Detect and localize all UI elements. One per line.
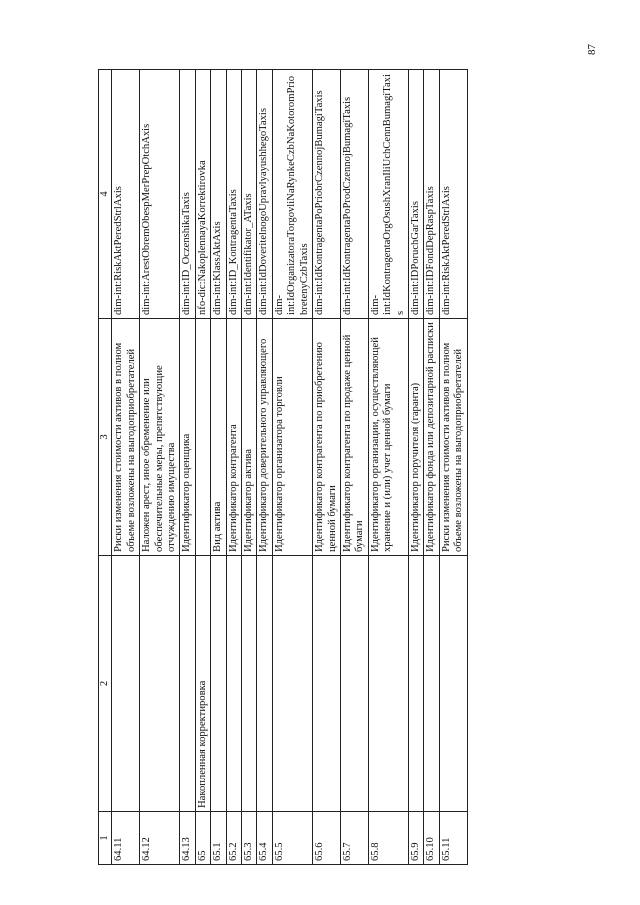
row-number-cell: 65 [195, 812, 210, 865]
table-row [195, 70, 210, 865]
header-row [99, 70, 112, 865]
row-number-cell: 65.5 [272, 812, 312, 865]
table-row [424, 70, 439, 865]
name-cell [226, 556, 241, 812]
name-cell [112, 556, 140, 812]
name-cell [272, 556, 312, 812]
table-row [408, 70, 423, 865]
description-cell: Наложен арест, иное обременение или обеспечительные меры, препятствующие отчуждению имущества [140, 319, 180, 556]
description-cell: Идентификатор организации, осуществляющей хранение и (или) учет ценной бумаги [368, 319, 408, 556]
table-body [112, 70, 467, 865]
code-cell: dim-int:Identifikator_ATaxis [242, 70, 257, 319]
rotated-table-container [98, 70, 468, 865]
description-cell: Идентификатор контрагента по приобретению ценной бумаги [313, 319, 341, 556]
row-number-cell: 65.2 [226, 812, 241, 865]
name-cell [211, 556, 226, 812]
table-row [313, 70, 341, 865]
data-table [98, 69, 468, 865]
description-cell: Идентификатор актива [242, 319, 257, 556]
table-row [180, 70, 195, 865]
table-row [211, 70, 226, 865]
header-cell-1: 1 [99, 812, 112, 865]
header-cell-4: 4 [99, 70, 112, 319]
table-row [439, 70, 467, 865]
table-row [140, 70, 180, 865]
name-cell [257, 556, 272, 812]
code-cell: dim-int:KlassAktAxis [211, 70, 226, 319]
row-number-cell: 65.4 [257, 812, 272, 865]
table-row [340, 70, 368, 865]
table-row [242, 70, 257, 865]
row-number-cell: 64.12 [140, 812, 180, 865]
description-cell: Риски изменения стоимости активов в полном объеме возложены на выгодоприобретателей [112, 319, 140, 556]
table-row [368, 70, 408, 865]
description-cell: Идентификатор оценщика [180, 319, 195, 556]
description-cell: Идентификатор поручителя (гаранта) [408, 319, 423, 556]
header-cell-2: 2 [99, 556, 112, 812]
code-cell: dim-int:IdKontragentaPoPriobrCzennojBumagiTaxis [313, 70, 341, 319]
row-number-cell: 65.3 [242, 812, 257, 865]
description-cell: Идентификатор доверительного управляющего [257, 319, 272, 556]
table-row [226, 70, 241, 865]
description-cell: Идентификатор контрагента по продаже ценной бумаги [340, 319, 368, 556]
table-row [112, 70, 140, 865]
row-number-cell: 64.11 [112, 812, 140, 865]
name-cell [408, 556, 423, 812]
name-cell [368, 556, 408, 812]
row-number-cell: 65.11 [439, 812, 467, 865]
row-number-cell: 65.8 [368, 812, 408, 865]
name-cell [180, 556, 195, 812]
name-cell [140, 556, 180, 812]
name-cell: Накопленная корректировка [195, 556, 210, 812]
row-number-cell: 65.10 [424, 812, 439, 865]
page-number: 87 [586, 44, 598, 55]
code-cell: dim-int:IdKontragentaPoProdCzennojBumagiTaxis [340, 70, 368, 319]
code-cell: dim-int:IdOrganizatoraTorgovliNaRynkeCzbNaKotoromPriobretenyCzbTaxis [272, 70, 312, 319]
description-cell: Риски изменения стоимости активов в полном объеме возложены на выгодоприобретателей [439, 319, 467, 556]
code-cell: dim-int:ArestObremObespMerPrepOtchAxis [140, 70, 180, 319]
description-cell: Идентификатор контрагента [226, 319, 241, 556]
row-number-cell: 65.6 [313, 812, 341, 865]
code-cell: dim-int:IDPoruchGarTaxis [408, 70, 423, 319]
header-cell-3: 3 [99, 319, 112, 556]
description-cell: Вид актива [211, 319, 226, 556]
code-cell: dim-int:RiskAktPeredStrlAxis [112, 70, 140, 319]
row-number-cell: 64.13 [180, 812, 195, 865]
code-cell: dim-int:IdDoveritelnogoUpravlyayushhegoTaxis [257, 70, 272, 319]
name-cell [340, 556, 368, 812]
code-cell: nfo-dic:NakoplennayaKorrektirovka [195, 70, 210, 319]
table-row [272, 70, 312, 865]
code-cell: dim-int:ID_KontragentaTaxis [226, 70, 241, 319]
table-row [257, 70, 272, 865]
description-cell: Идентификатор организатора торговли [272, 319, 312, 556]
description-cell [195, 319, 210, 556]
name-cell [313, 556, 341, 812]
name-cell [439, 556, 467, 812]
row-number-cell: 65.7 [340, 812, 368, 865]
code-cell: dim-int:IDFondDepRaspTaxis [424, 70, 439, 319]
code-cell: dim-int:ID_OczenshikaTaxis [180, 70, 195, 319]
row-number-cell: 65.1 [211, 812, 226, 865]
description-cell: Идентификатор фонда или депозитарной расписки [424, 319, 439, 556]
row-number-cell: 65.9 [408, 812, 423, 865]
code-cell: dim-int:RiskAktPeredStrlAxis [439, 70, 467, 319]
name-cell [424, 556, 439, 812]
code-cell: dim-int:IdKontragentaOrgOsushXranIliUchCennBumagiTaxis [368, 70, 408, 319]
name-cell [242, 556, 257, 812]
